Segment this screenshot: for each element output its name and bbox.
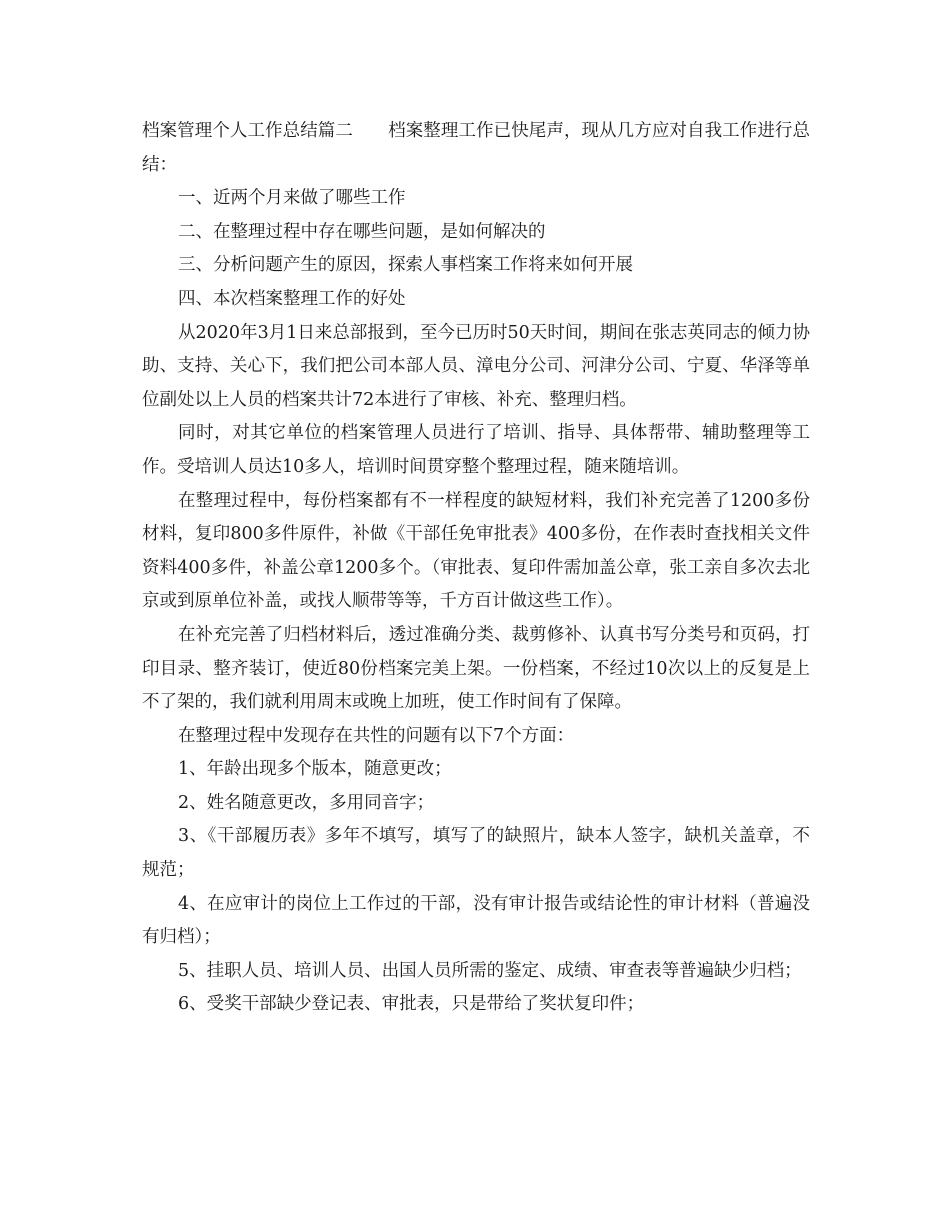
body-paragraph-filing: 在补充完善了归档材料后，透过准确分类、裁剪修补、认真书写分类号和页码，打印目录、整齐装订，使近80份档案完美上架。一份档案，不经过10次以上的反复是上不了架的，我们就利用周末或晚上加班，使工作时间有了保障。: [142, 624, 810, 713]
issue-item-3: 3、《干部履历表》多年不填写，填写了的缺照片，缺本人签字，缺机关盖章，不规范；: [142, 826, 810, 881]
outline-item-3: 三、分析问题产生的原因，探索人事档案工作将来如何开展: [178, 255, 633, 276]
issue-item-5: 5、挂职人员、培训人员、出国人员所需的鉴定、成绩、审查表等普遍缺少归档；: [178, 960, 802, 981]
outline-item-2: 二、在整理过程中存在哪些问题，是如何解决的: [178, 221, 546, 242]
body-paragraph-work-summary: 从2020年3月1日来总部报到，至今已历时50天时间，期间在张志英同志的倾力协助、支持、关心下，我们把公司本部人员、漳电分公司、河津分公司、宁夏、华泽等单位副处以上人员的档案共计72本进行了审核、补充、整理归档。: [142, 322, 810, 410]
outline-item-1: 一、近两个月来做了哪些工作: [178, 188, 406, 209]
issue-item-1: 1、年龄出现多个版本，随意更改；: [178, 759, 452, 780]
issue-item-4: 4、在应审计的岗位上工作过的干部，没有审计报告或结论性的审计材料（普遍没有归档）；: [142, 893, 810, 948]
issue-item-2: 2、姓名随意更改，多用同音字；: [178, 792, 435, 813]
document-body: [142, 115, 810, 1022]
intro-paragraph: 档案管理个人工作总结篇二 档案整理工作已快尾声，现从几方应对自我工作进行总结：: [142, 121, 810, 175]
issue-item-6: 6、受奖干部缺少登记表、审批表，只是带给了奖状复印件；: [178, 994, 645, 1015]
body-paragraph-training: 同时，对其它单位的档案管理人员进行了培训、指导、具体帮带、辅助整理等工作。受培训人员达10多人，培训时间贯穿整个整理过程，随来随培训。: [142, 423, 810, 477]
outline-item-4: 四、本次档案整理工作的好处: [178, 288, 406, 309]
body-paragraph-supplement: 在整理过程中，每份档案都有不一样程度的缺短材料，我们补充完善了1200多份材料，复印800多件原件，补做《干部任免审批表》400多份，在作表时查找相关文件资料400多件，补盖公章1200多个。（审批表、复印件需加盖公章，张工亲自多次去北京或到原单位补盖，或找人顺带等等，千方百计做这些工作）。: [142, 490, 810, 612]
body-paragraph-issues-intro: 在整理过程中发现存在共性的问题有以下7个方面：: [178, 725, 575, 746]
